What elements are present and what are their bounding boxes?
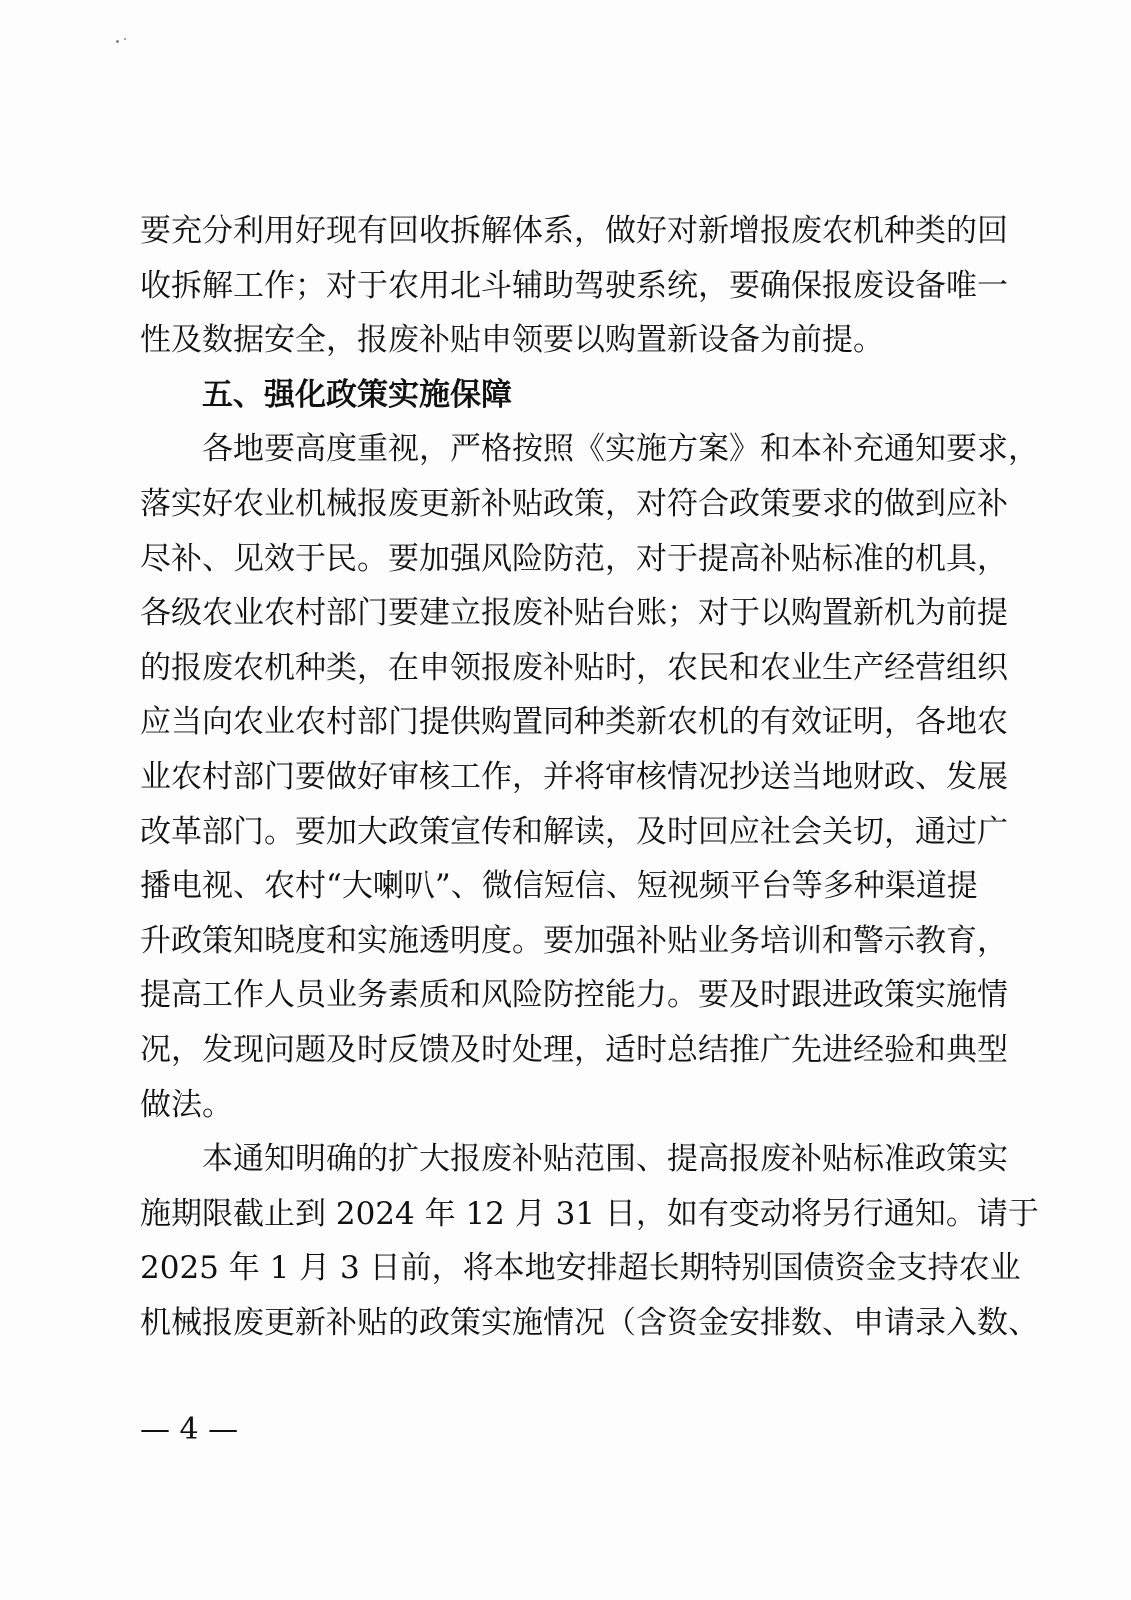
scan-speck	[124, 38, 126, 40]
text-line: 2025 年 1 月 3 日前，将本地安排超长期特别国债资金支持农业	[140, 1250, 1021, 1287]
text-line: 各级农业农村部门要建立报废补贴台账；对于以购置新机为前提	[140, 595, 1008, 632]
text-line: 性及数据安全，报废补贴申领要以购置新设备为前提。	[140, 322, 884, 359]
scan-speck	[116, 40, 119, 43]
text-line: 播电视、农村“大喇叭”、微信短信、短视频平台等多种渠道提	[140, 868, 978, 905]
text-line: 要充分利用好现有回收拆解体系，做好对新增报废农机种类的回	[140, 213, 1008, 249]
text-line: 的报废农机种类，在申领报废补贴时，农民和农业生产经营组织	[140, 649, 1008, 686]
text-line: 应当向农业农村部门提供购置同种类新农机的有效证明，各地农	[140, 704, 1008, 741]
text-line: 况，发现问题及时反馈及时处理，适时总结推广先进经验和典型	[140, 1031, 1008, 1068]
text-line: 机械报废更新补贴的政策实施情况（含资金安排数、申请录入数、	[140, 1304, 1039, 1341]
text-line: 落实好农业机械报废更新补贴政策，对符合政策要求的做到应补	[140, 485, 1008, 522]
text-line: 做法。	[140, 1086, 233, 1123]
text-line: 提高工作人员业务素质和风险防控能力。要及时跟进政策实施情	[140, 977, 1008, 1014]
text-line: 各地要高度重视，严格按照《实施方案》和本补充通知要求，	[202, 431, 1039, 468]
section-heading: 五、强化政策实施保障	[202, 376, 512, 413]
text-line: 业农村部门要做好审核工作，并将审核情况抄送当地财政、发展	[140, 758, 1008, 795]
text-line: 施期限截止到 2024 年 12 月 31 日，如有变动将另行通知。请于	[140, 1195, 1039, 1232]
page-number: — 4 —	[140, 1412, 239, 1447]
text-line: 收拆解工作；对于农用北斗辅助驾驶系统，要确保报废设备唯一	[140, 267, 1008, 304]
text-line: 升政策知晓度和实施透明度。要加强补贴业务培训和警示教育，	[140, 922, 1008, 959]
text-line: 尽补、见效于民。要加强风险防范，对于提高补贴标准的机具，	[140, 540, 1008, 577]
text-line: 改革部门。要加大政策宣传和解读，及时回应社会关切，通过广	[140, 813, 1008, 850]
text-line: 本通知明确的扩大报废补贴范围、提高报废补贴标准政策实	[202, 1141, 1008, 1178]
body-text	[140, 204, 1039, 1350]
